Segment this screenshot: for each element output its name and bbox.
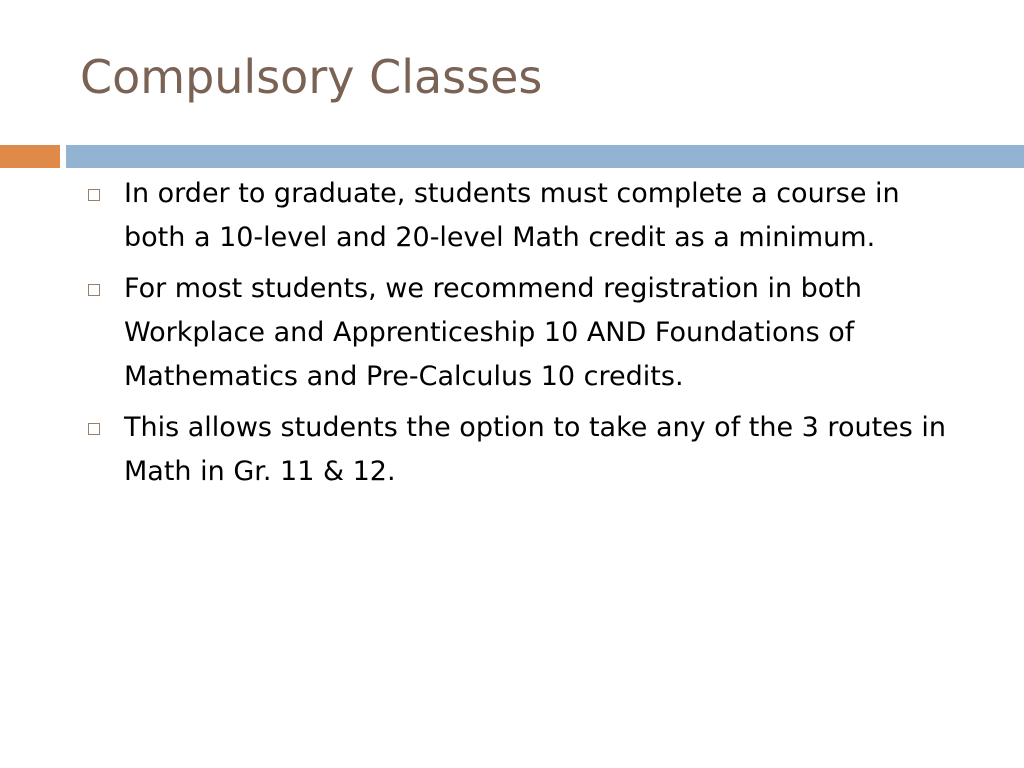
bullet-item [88, 267, 948, 399]
bullet-text: In order to graduate, students must complete a course in both a 10-level and 20-level Math credit as a minimum. [124, 178, 900, 253]
square-bullet-icon [88, 423, 100, 435]
bullet-text: For most students, we recommend registration in both Workplace and Apprenticeship 10 AND Foundations of Mathematics and Pre-Calculus 10 credits. [124, 273, 862, 392]
square-bullet-icon [88, 189, 100, 201]
bullet-text: This allows students the option to take any of the 3 routes in Math in Gr. 11 & 12. [124, 412, 947, 487]
bullet-item [88, 406, 948, 494]
title-rule-main [66, 145, 1024, 168]
bullet-item [88, 172, 948, 260]
square-bullet-icon [88, 284, 100, 296]
title-rule-accent [0, 145, 60, 168]
bullet-list [88, 172, 948, 501]
slide-title: Compulsory Classes [80, 50, 543, 104]
